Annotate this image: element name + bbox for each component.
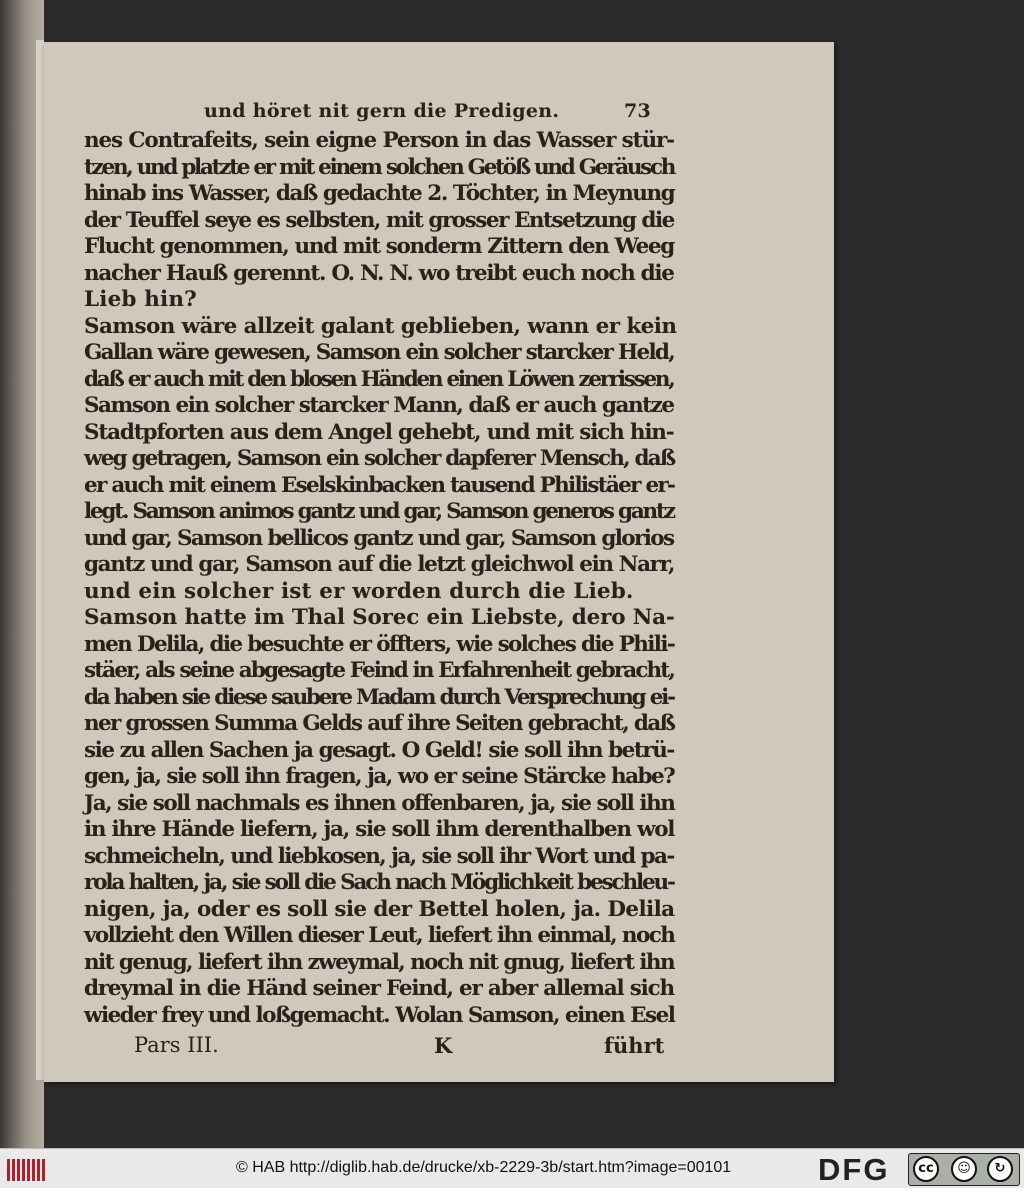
text-line: schmeicheln, und liebkosen, ja, sie soll ihr Wort und pa- — [84, 843, 674, 869]
text-line: men Delila, die besuchte er öffters, wie solches die Phili- — [84, 631, 675, 657]
text-line: ner grossen Summa Gelds auf ihre Seiten gebracht, daß — [84, 711, 675, 736]
text-line: Flucht genommen, und mit sonderm Zittern den Weeg — [84, 234, 674, 259]
text-line: Samson ein solcher starcker Mann, daß er auch gantze — [84, 393, 674, 418]
text-line: dreymal in die Händ seiner Feind, er aber allemal sich — [84, 976, 674, 1001]
text-line: tzen, und platzte er mit einem solchen Getöß und Geräusch — [84, 154, 675, 180]
text-line: gen, ja, sie soll ihn fragen, ja, wo er seine Stärcke habe? — [84, 764, 675, 789]
text-line: Samson wäre allzeit galant geblieben, wann er kein — [84, 313, 677, 339]
text-line: stäer, als seine abgesagte Feind in Erfahrenheit gebracht, — [84, 658, 674, 683]
text-line: weg getragen, Samson ein solcher dapferer Mensch, daß — [84, 446, 675, 471]
dfg-logo[interactable]: DFG — [818, 1152, 890, 1187]
page-header — [84, 100, 674, 128]
text-line: daß er auch mit den blosen Händen einen Löwen zerrissen, — [84, 366, 674, 392]
text-line: nigen, ja, oder es soll sie der Bettel holen, ja. Delila — [84, 896, 675, 922]
text-line: in ihre Hände liefern, ja, sie soll ihm derenthalben wol — [84, 817, 675, 842]
text-line: Gallan wäre gewesen, Samson ein solcher starcker Held, — [84, 340, 674, 365]
body-text — [84, 128, 677, 1029]
copyright-link[interactable]: © HAB http://diglib.hab.de/drucke/xb-2229-3b/start.htm?image=00101 — [236, 1159, 732, 1176]
cc-icon: cc — [913, 1156, 939, 1182]
catchword: führt — [604, 1033, 665, 1058]
running-head: und höret nit gern die Predigen. — [204, 100, 560, 122]
signature-mark: K — [434, 1033, 453, 1058]
hab-logo-icon[interactable] — [6, 1155, 48, 1183]
text-line: Stadtpforten aus dem Angel gehebt, und mit sich hin- — [84, 419, 674, 445]
page-number: 73 — [624, 100, 652, 122]
text-line: hinab ins Wasser, daß gedachte 2. Töchter, in Meynung — [84, 181, 675, 206]
text-line: Ja, sie soll nachmals es ihnen offenbaren, ja, sie soll ihn — [84, 790, 675, 816]
text-line: nit genug, liefert ihn zweymal, noch nit gnug, liefert ihn — [84, 949, 675, 975]
text-line: wieder frey und loßgemacht. Wolan Samson, einen Esel — [84, 1002, 675, 1028]
text-line: legt. Samson animos gantz und gar, Samson generos gantz — [84, 499, 674, 524]
text-line: sie zu allen Sachen ja gesagt. O Geld! sie soll ihn betrü- — [84, 737, 674, 763]
book-page — [44, 42, 834, 1082]
text-line: rola halten, ja, sie soll die Sach nach Möglichkeit beschleu- — [84, 870, 674, 895]
facing-page-edge — [0, 0, 44, 1148]
text-line: er auch mit einem Eselskinbacken tausend Philistäer er- — [84, 472, 675, 498]
text-line: Samson hatte im Thal Sorec ein Liebste, dero Na- — [84, 605, 675, 630]
signature-line: Pars III. — [134, 1033, 219, 1057]
attribution-bar — [0, 1148, 1024, 1188]
text-line: da haben sie diese saubere Madam durch Versprechung ei- — [84, 684, 674, 710]
text-line: und ein solcher ist er worden durch die Lieb. — [84, 578, 634, 604]
page-text-block — [84, 100, 677, 1063]
text-line: und gar, Samson bellicos gantz und gar, Samson glorios — [84, 525, 674, 551]
text-line: gantz und gar, Samson auf die letzt gleichwol ein Narr, — [84, 552, 675, 577]
text-line: nes Contrafeits, sein eigne Person in das Wasser stür- — [84, 128, 674, 153]
license-badge[interactable] — [908, 1153, 1020, 1186]
by-icon: ☺ — [951, 1156, 977, 1182]
text-line: nacher Hauß gerennt. O. N. N. wo treibt euch noch die — [84, 260, 674, 286]
text-line: der Teuffel seye es selbsten, mit grosser Entsetzung die — [84, 207, 674, 233]
text-line: Lieb hin? — [84, 287, 197, 312]
text-line: vollzieht den Willen dieser Leut, liefert ihn einmal, noch — [84, 923, 675, 948]
page-footer — [84, 1033, 674, 1063]
sa-icon: ↻ — [987, 1156, 1013, 1182]
